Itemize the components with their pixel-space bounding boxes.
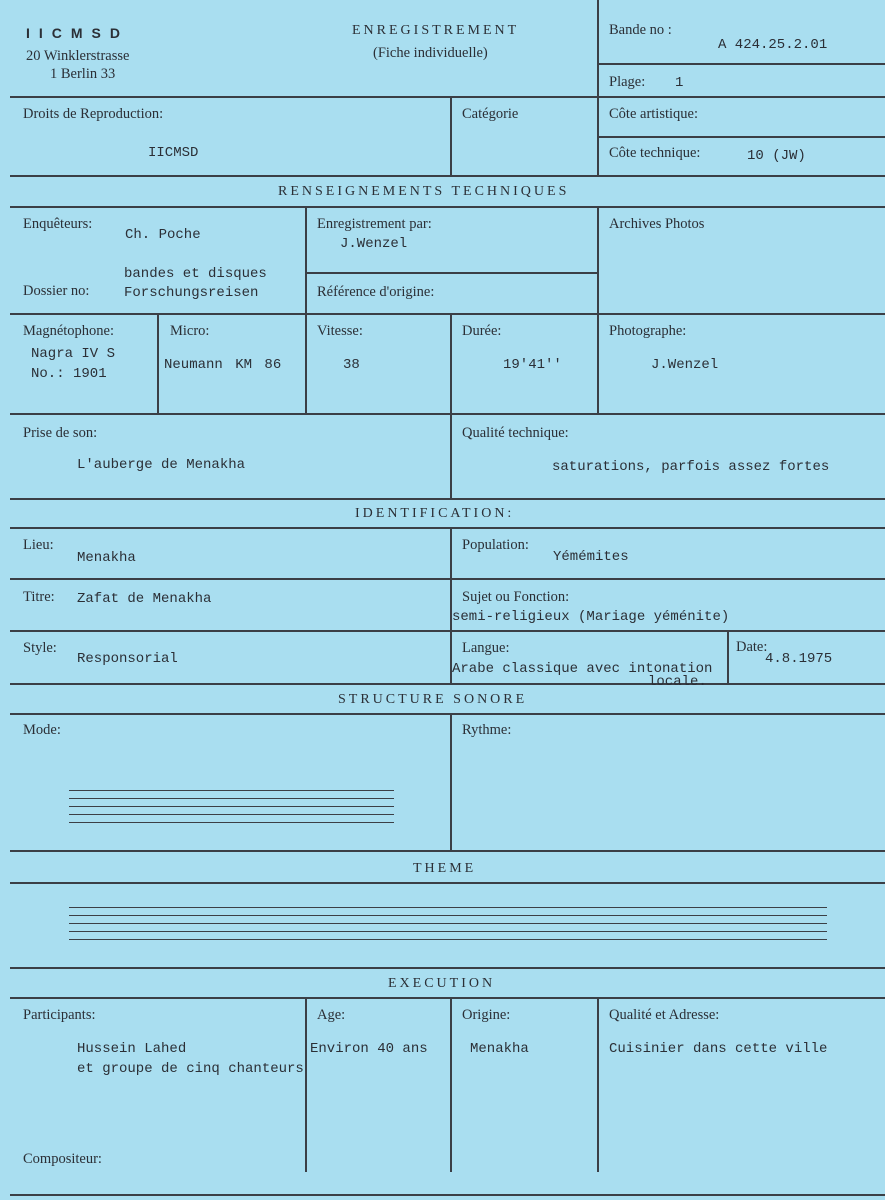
origine-value: Menakha [470, 1041, 529, 1057]
rule-titre-bottom [10, 630, 885, 632]
langue-value-line-2: locale. [648, 674, 707, 690]
population-label: Population: [462, 537, 529, 553]
rule-header-bottom [10, 96, 885, 98]
enqueteurs-value: Ch. Poche [125, 227, 201, 243]
rule-style-bottom [10, 683, 885, 685]
bande-label: Bande no : [609, 22, 672, 38]
vrule-mag-3 [450, 313, 452, 413]
compositeur-label: Compositeur: [23, 1151, 102, 1167]
micro-label: Micro: [170, 323, 210, 339]
qualite-label: Qualité technique: [462, 425, 569, 441]
titre-label: Titre: [23, 589, 55, 605]
rule-reference-top [305, 272, 597, 274]
rythme-label: Rythme: [462, 722, 512, 738]
vrule-date [727, 630, 729, 683]
age-value: Environ 40 ans [310, 1041, 428, 1057]
enregistrement-par-label: Enregistrement par: [317, 216, 432, 232]
enqueteurs-label: Enquêteurs: [23, 216, 93, 232]
duree-value: 19'41'' [503, 357, 562, 373]
participants-value-line-2: et groupe de cinq chanteurs [77, 1061, 304, 1077]
vrule-exec-2 [450, 997, 452, 1172]
population-value: Yémémites [553, 549, 629, 565]
rule-exec-title-bottom [10, 997, 885, 999]
rule-ident-title-bottom [10, 527, 885, 529]
dossier-label: Dossier no: [23, 283, 90, 299]
section-title-theme: THEME [413, 861, 477, 876]
micro-value: Neumann KM 86 [164, 357, 282, 373]
vrule-mag-1 [157, 313, 159, 413]
lieu-value: Menakha [77, 550, 136, 566]
cote-technique-value: 10 (JW) [747, 148, 806, 164]
rule-theme-title-bottom [10, 882, 885, 884]
vitesse-value: 38 [343, 357, 360, 373]
magnetophone-label: Magnétophone: [23, 323, 115, 339]
reference-label: Référence d'origine: [317, 284, 435, 300]
cote-technique-label: Côte technique: [609, 145, 701, 161]
form-title: ENREGISTREMENT [352, 23, 520, 38]
style-value: Responsorial [77, 651, 178, 667]
vrule-prise [450, 413, 452, 498]
section-title-structure: STRUCTURE SONORE [338, 692, 528, 707]
form-subtitle: (Fiche individuelle) [373, 45, 488, 61]
photographe-value: J.Wenzel [651, 357, 719, 373]
sujet-value: semi-religieux (Mariage yéménite) [452, 609, 730, 625]
rule-card-bottom [10, 1194, 885, 1196]
qualite-adresse-label: Qualité et Adresse: [609, 1007, 720, 1023]
vrule-tech-2 [597, 206, 599, 313]
plage-value: 1 [675, 75, 684, 91]
vrule-ident [450, 527, 452, 683]
mode-label: Mode: [23, 722, 61, 738]
rule-tech-mid [10, 313, 885, 315]
rule-lieu-bottom [10, 578, 885, 580]
org-name: IICMSD [26, 25, 129, 41]
plage-label: Plage: [609, 74, 646, 90]
dossier-value-line-1: bandes et disques [124, 266, 267, 282]
lieu-label: Lieu: [23, 537, 54, 553]
langue-value-line-1: Arabe classique avec intonation [452, 661, 713, 677]
vrule-mag-4 [597, 313, 599, 413]
rule-prise-bottom [10, 498, 885, 500]
langue-label: Langue: [462, 640, 510, 656]
droits-label: Droits de Reproduction: [23, 106, 164, 122]
rule-tech-title-bottom [10, 206, 885, 208]
vrule-structure [450, 713, 452, 850]
rule-theme-bottom [10, 967, 885, 969]
vrule-rights-2 [597, 96, 599, 175]
vrule-exec-1 [305, 997, 307, 1172]
participants-value-line-1: Hussein Lahed [77, 1041, 187, 1057]
origine-label: Origine: [462, 1007, 511, 1023]
vrule-exec-3 [597, 997, 599, 1172]
section-title-execution: EXECUTION [388, 976, 496, 991]
duree-label: Durée: [462, 323, 502, 339]
droits-value: IICMSD [148, 145, 199, 161]
qualite-value: saturations, parfois assez fortes [552, 459, 830, 475]
cote-artistique-label: Côte artistique: [609, 106, 698, 122]
enregistrement-par-value: J.Wenzel [340, 236, 408, 252]
section-title-technique: RENSEIGNEMENTS TECHNIQUES [278, 184, 570, 199]
date-label: Date: [736, 639, 768, 655]
titre-value: Zafat de Menakha [77, 591, 212, 607]
participants-label: Participants: [23, 1007, 96, 1023]
prise-label: Prise de son: [23, 425, 98, 441]
vrule-mag-2 [305, 313, 307, 413]
rule-rights-bottom [10, 175, 885, 177]
magnetophone-value-line-1: Nagra IV S [31, 346, 116, 362]
rule-tech-lower [10, 413, 885, 415]
categorie-label: Catégorie [462, 106, 519, 122]
rule-plage-top [597, 63, 885, 65]
vitesse-label: Vitesse: [317, 323, 363, 339]
vrule-rights-1 [450, 96, 452, 175]
rule-cote-mid [597, 136, 885, 138]
section-title-identification: IDENTIFICATION: [355, 506, 515, 521]
rule-structure-bottom [10, 850, 885, 852]
address-line-1: 20 Winklerstrasse [26, 48, 130, 64]
dossier-value-line-2: Forschungsreisen [124, 285, 259, 301]
date-value: 4.8.1975 [765, 651, 833, 667]
bande-value: A 424.25.2.01 [718, 37, 828, 53]
archives-photos-label: Archives Photos [609, 216, 705, 232]
prise-value: L'auberge de Menakha [77, 457, 246, 473]
magnetophone-value-line-2: No.: 1901 [31, 366, 107, 382]
rule-structure-title-bottom [10, 713, 885, 715]
vrule-header-right [597, 0, 599, 96]
style-label: Style: [23, 640, 57, 656]
address-line-2: 1 Berlin 33 [50, 66, 116, 82]
photographe-label: Photographe: [609, 323, 687, 339]
sujet-label: Sujet ou Fonction: [462, 589, 570, 605]
qualite-adresse-value: Cuisinier dans cette ville [609, 1041, 828, 1057]
age-label: Age: [317, 1007, 346, 1023]
vrule-tech-1 [305, 206, 307, 313]
